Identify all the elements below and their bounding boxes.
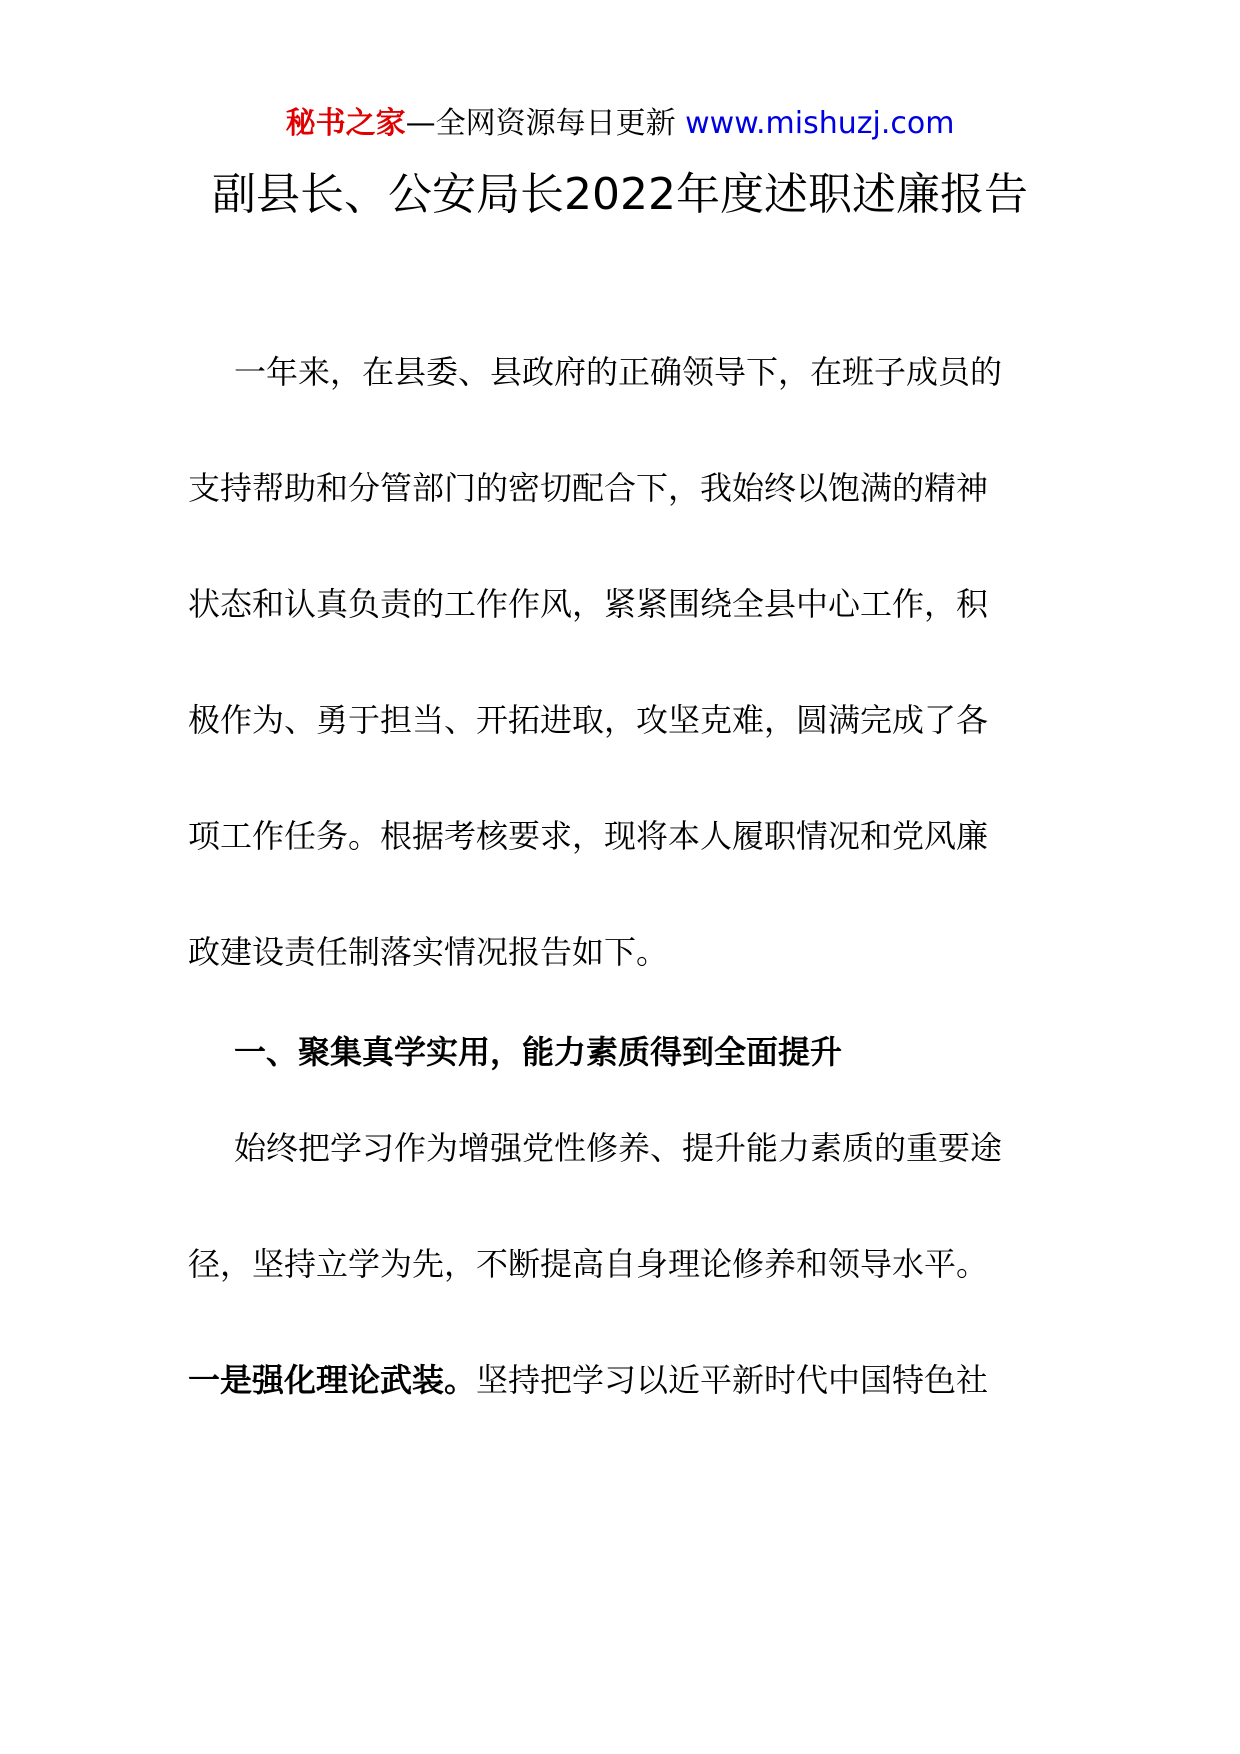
intro-paragraph-line: 政建设责任制落实情况报告如下。 [188, 933, 669, 971]
header-tagline: —全网资源每日更新 [405, 106, 676, 141]
intro-paragraph-line: 项工作任务。根据考核要求，现将本人履职情况和党风廉 [188, 817, 989, 855]
site-header [0, 104, 1240, 144]
point-paragraph-line [188, 1358, 1088, 1402]
section-paragraph-line: 径，坚持立学为先，不断提高自身理论修养和领导水平。 [188, 1245, 989, 1283]
intro-paragraph-line: 一年来，在县委、县政府的正确领导下，在班子成员的 [234, 353, 1003, 391]
point-text: 坚持把学习以近平新时代中国特色社 [476, 1361, 989, 1399]
intro-paragraph-line: 支持帮助和分管部门的密切配合下，我始终以饱满的精神 [188, 469, 989, 507]
site-url-link[interactable]: www.mishuzj.com [685, 106, 955, 141]
intro-paragraph-line: 极作为、勇于担当、开拓进取，攻坚克难，圆满完成了各 [188, 701, 989, 739]
point-lead: 一是强化理论武装。 [188, 1361, 477, 1399]
brand-name: 秘书之家 [285, 106, 406, 141]
section-paragraph-line: 始终把学习作为增强党性修养、提升能力素质的重要途 [234, 1129, 1003, 1167]
intro-paragraph-line: 状态和认真负责的工作作风，紧紧围绕全县中心工作，积 [188, 585, 989, 623]
document-title: 副县长、公安局长2022年度述职述廉报告 [212, 169, 1028, 220]
section-heading: 一、聚集真学实用，能力素质得到全面提升 [234, 1033, 843, 1071]
